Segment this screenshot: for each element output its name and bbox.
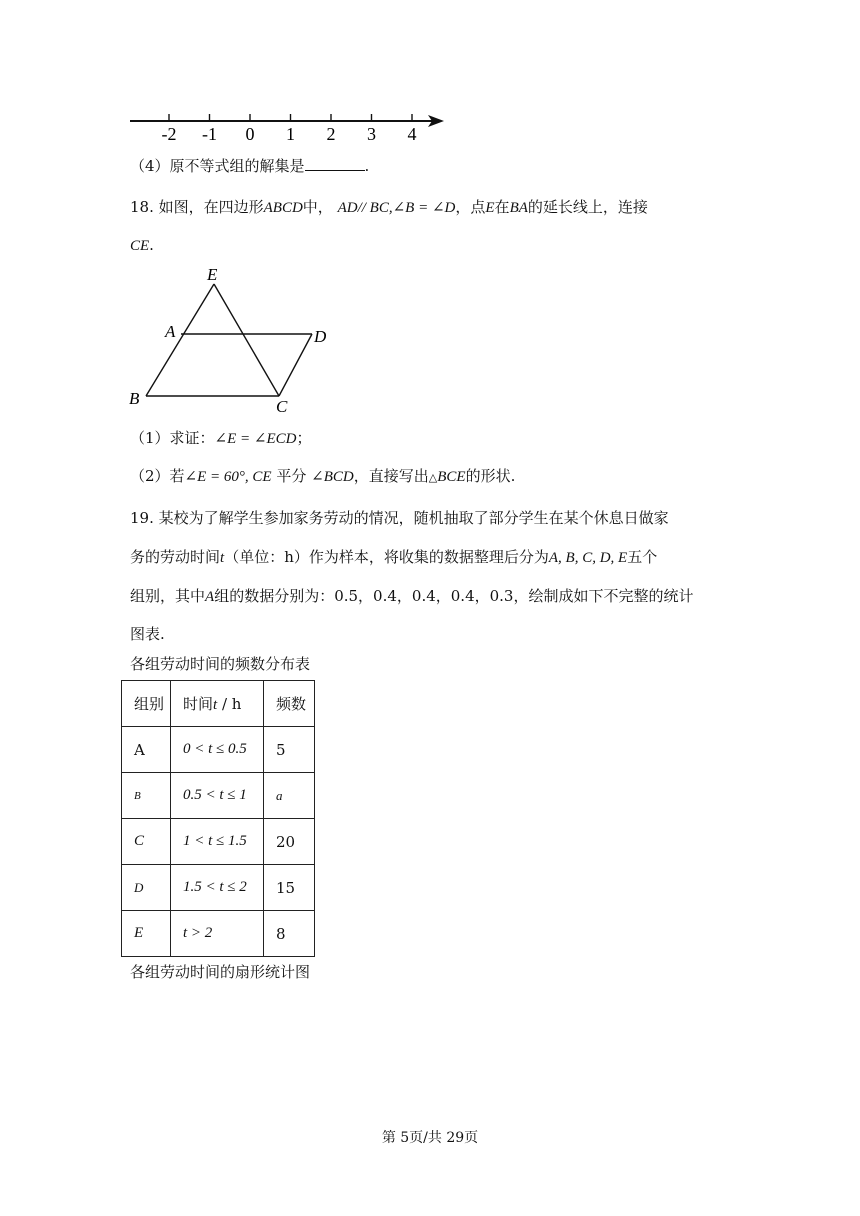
q18-text: ，直接写出 <box>353 467 429 485</box>
cell-range: 1 < t ≤ 1.5 <box>171 819 264 865</box>
q18-part1-math: ∠E = ∠ECD <box>214 431 297 447</box>
q19-text: （单位： <box>224 548 285 566</box>
q17-part4 <box>130 156 369 176</box>
cell-group: B <box>122 773 171 819</box>
table-row <box>122 773 315 819</box>
header-group: 组别 <box>122 681 171 727</box>
q18-part1 <box>130 428 311 449</box>
number-line-label: 0 <box>245 124 255 144</box>
segment-be <box>146 284 214 396</box>
q18-text: 的形状. <box>465 467 516 485</box>
table-row <box>122 865 315 911</box>
page-footer: 第 5页/共 29页 <box>381 1130 479 1146</box>
q18-part2-math: ∠E = 60°, CE <box>184 469 272 485</box>
q18-point-e: E <box>485 200 495 216</box>
q18-segment-ba: BA <box>509 200 528 216</box>
q19-unit-h: h <box>284 548 294 566</box>
table-header-row <box>122 681 315 727</box>
q18-part2 <box>130 466 515 488</box>
q17-part4-label: （4）原不等式组的解集是 <box>130 157 305 175</box>
pie-caption: 各组劳动时间的扇形统计图 <box>130 963 311 981</box>
table-caption: 各组劳动时间的频数分布表 <box>130 655 311 673</box>
number-line-label: 1 <box>286 124 295 144</box>
cell-freq: a <box>264 773 315 819</box>
q19-text: 组的数据分别为：0.5，0.4，0.4，0.4，0.3，绘制成如下不完整的统计 <box>214 587 694 605</box>
q17-part4-tail: . <box>364 157 370 175</box>
number-line <box>120 105 460 150</box>
q18-part2-math: BCE <box>437 469 466 485</box>
q18-text: 平分 <box>276 467 307 485</box>
q19-line1: 19. 某校为了解学生参加家务劳动的情况，随机抽取了部分学生在某个休息日做家 <box>130 509 669 527</box>
q18-intro-cont <box>130 235 154 256</box>
cell-freq: 20 <box>264 819 315 865</box>
q18-text: 的延长线上，连接 <box>527 198 648 216</box>
header-freq: 频数 <box>264 681 315 727</box>
label-a: A <box>165 322 176 341</box>
cell-range: 0.5 < t ≤ 1 <box>171 773 264 819</box>
quadrilateral-figure <box>125 262 345 417</box>
segment-dc <box>279 334 312 396</box>
number-line-label: -2 <box>161 124 177 144</box>
cell-group: E <box>122 911 171 957</box>
label-c: C <box>276 397 288 416</box>
q19-text: 五个 <box>627 548 658 566</box>
header-time <box>171 681 264 727</box>
q18-part2-math: ∠BCD <box>311 469 354 485</box>
header-time-var: t <box>213 697 218 713</box>
q19-var-t: t <box>220 550 225 566</box>
q18-text: （2）若 <box>130 467 185 485</box>
frequency-table <box>121 680 315 957</box>
q18-text: 18. 如图，在四边形 <box>130 198 264 216</box>
q19-line2 <box>130 547 657 568</box>
number-line-label: 3 <box>367 124 376 144</box>
q19-text: 务的劳动时间 <box>130 548 221 566</box>
q19-groups: A, B, C, D, E <box>548 550 628 566</box>
cell-group: A <box>122 727 171 773</box>
q19-text: ）作为样本，将收集的数据整理后分为 <box>293 548 549 566</box>
number-line-label: 2 <box>326 124 336 144</box>
cell-range: 1.5 < t ≤ 2 <box>171 865 264 911</box>
header-time-unit: / h <box>217 695 242 713</box>
cell-freq: 5 <box>264 727 315 773</box>
q19-line4: 图表. <box>130 625 165 643</box>
q18-segment-ce: CE <box>130 238 150 254</box>
segment-ec <box>214 284 279 396</box>
q18-text: 在 <box>494 198 510 216</box>
table-row <box>122 819 315 865</box>
cell-group: C <box>122 819 171 865</box>
q18-quad: ABCD <box>263 200 303 216</box>
q18-condition: AD// BC,∠B = ∠D <box>337 200 456 216</box>
q18-text: . <box>149 236 154 254</box>
answer-blank <box>305 156 365 171</box>
triangle-icon: △ <box>428 471 438 484</box>
q19-text: 组别，其中 <box>130 587 206 605</box>
number-line-label: 4 <box>407 124 417 144</box>
cell-freq: 15 <box>264 865 315 911</box>
label-b: B <box>129 389 140 408</box>
table-row <box>122 727 315 773</box>
cell-range: t > 2 <box>171 911 264 957</box>
header-time-label: 时间 <box>183 695 214 713</box>
q18-text: ，点 <box>455 198 486 216</box>
q19-group-a: A <box>205 589 215 605</box>
number-line-label: -1 <box>202 124 217 144</box>
cell-range: 0 < t ≤ 0.5 <box>171 727 264 773</box>
cell-freq: 8 <box>264 911 315 957</box>
label-d: D <box>314 327 327 346</box>
cell-group: D <box>122 865 171 911</box>
table-row <box>122 911 315 957</box>
q19-line3 <box>130 586 693 607</box>
label-e: E <box>207 265 218 284</box>
q18-text: 中， <box>302 198 333 216</box>
q18-part1-label: （1）求证： <box>130 429 215 447</box>
q18-intro <box>130 197 648 218</box>
q18-text: ； <box>296 429 312 447</box>
